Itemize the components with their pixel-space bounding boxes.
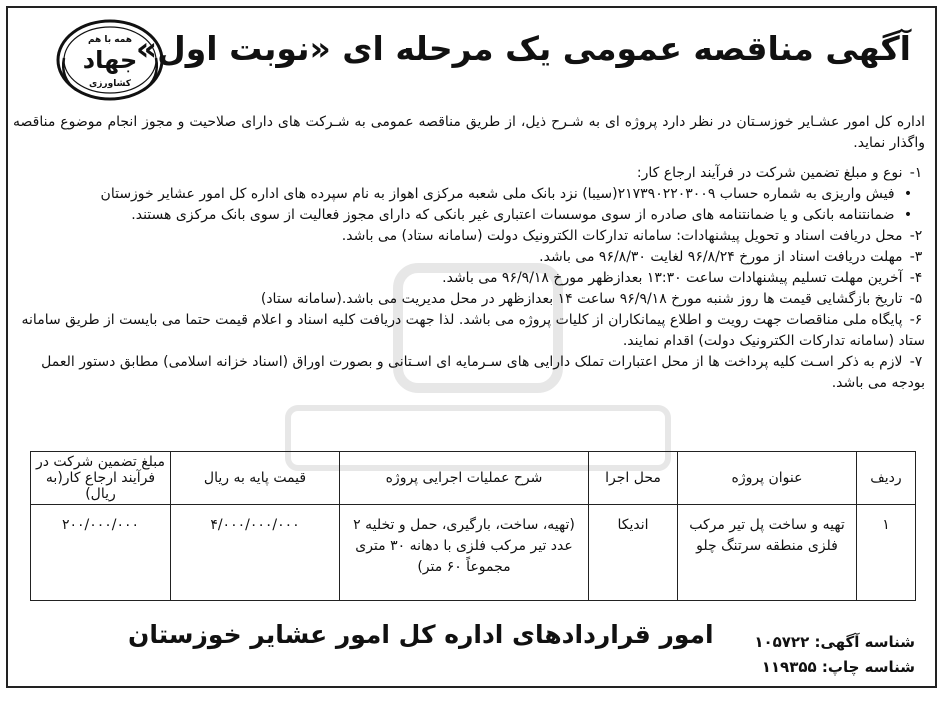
col-header-base-price: قیمت پایه به ریال (171, 452, 340, 505)
ad-id: شناسه آگهی: ۱۰۵۷۲۲ (754, 633, 915, 651)
conditions-list (13, 163, 925, 394)
list-item: ۳- مهلت دریافت اسناد از مورخ ۹۶/۸/۲۴ لغایت ۹۶/۸/۳۰ می باشد. (539, 249, 923, 265)
cell-row-number: ۱ (857, 505, 916, 601)
cell-description: (تهیه، ساخت، بارگیری، حمل و تخلیه ۲ عدد تیر مرکب فلزی با دهانه ۳۰ متری مجموعاً ۶۰ متر) (340, 505, 589, 601)
col-header-project-title: عنوان پروژه (678, 452, 857, 505)
list-item: ۴- آخرین مهلت تسلیم پیشنهادات ساعت ۱۳:۳۰ بعدازظهر مورخ ۹۶/۹/۱۸ می باشد. (442, 270, 923, 286)
logo-main-text: جهاد (82, 46, 138, 74)
issuing-organization: امور قراردادهای اداره کل امور عشایر خوزستان (128, 620, 714, 649)
col-header-location: محل اجرا (589, 452, 678, 505)
col-header-guarantee: مبلغ تضمین شرکت در فرآیند ارجاع کار(به ریال) (31, 452, 171, 505)
list-item: ۷- لازم به ذکر اسـت کلیه پرداخت ها از محل اعتبارات تملک دارایی های سـرمایه ای اسـتانی و بصورت اوراق (اسناد خزانه اسلامی) مطابق دستور العمل بودجه می باشد. (41, 354, 925, 391)
list-item: • فیش واریزی به شماره حساب ۲۱۷۳۹۰۲۲۰۳۰۰۹(سیبا) نزد بانک ملی شعبه مرکزی اهواز به نام سپرده های اداره کل امور عشایر خوزستان (100, 186, 913, 202)
cell-location: اندیکا (589, 505, 678, 601)
table-header-row (31, 452, 916, 505)
tender-notice (6, 6, 937, 688)
list-item: ۶- پایگاه ملی مناقصات جهت رویت و اطلاع پیمانکاران از کلیات پروژه می باشد. لذا جهت دریافت کلیه اسناد و اعلام قیمت حتما می بایست از طریق سامانه ستاد (سامانه تدارکات الکترونیک دولت) اقدام نمایند. (21, 312, 925, 349)
cell-guarantee: ۲۰۰/۰۰۰/۰۰۰ (31, 505, 171, 601)
print-id: شناسه چاپ: ۱۱۹۳۵۵ (761, 658, 915, 676)
project-table (30, 451, 916, 601)
list-item: ۵- تاریخ بازگشایی قیمت ها روز شنبه مورخ ۹۶/۹/۱۸ ساعت ۱۴ بعدازظهر در محل مدیریت می باشد.(سامانه ستاد) (260, 291, 923, 307)
col-header-row-number: ردیف (857, 452, 916, 505)
logo-bottom-text: کشاورزی (89, 79, 131, 89)
intro-paragraph: اداره کل امور عشـایر خوزسـتان در نظر دارد پروژه ای به شـرح ذیل، از طریق مناقصه عمومی به شـرکت های دارای صلاحیت و مجوز انجام موضوع مناقصه واگذار نماید. (13, 114, 925, 151)
logo-top-text: همه با هم (87, 35, 133, 45)
cell-project-title: تهیه و ساخت پل تیر مرکب فلزی منطقه سرتنگ چلو (678, 505, 857, 601)
notice-identifiers (754, 630, 915, 680)
col-header-description: شرح عملیات اجرایی پروژه (340, 452, 589, 505)
list-item: • ضمانتنامه بانکی و یا ضمانتنامه های صادره از سوی موسسات اعتباری غیر بانکی که دارای مجوز فعالیت از سوی بانک مرکزی هستند. (131, 207, 913, 223)
list-item: ۲- محل دریافت اسناد و تحویل پیشنهادات: سامانه تدارکات الکترونیک دولت (سامانه ستاد) می باشد. (341, 228, 923, 244)
table-row (31, 505, 916, 601)
list-item: ۱- نوع و مبلغ تضمین شرکت در فرآیند ارجاع کار: (636, 165, 923, 181)
notice-title: آگهی مناقصه عمومی یک مرحله ای «نوبت اول» (135, 29, 911, 68)
cell-base-price: ۴/۰۰۰/۰۰۰/۰۰۰ (171, 505, 340, 601)
